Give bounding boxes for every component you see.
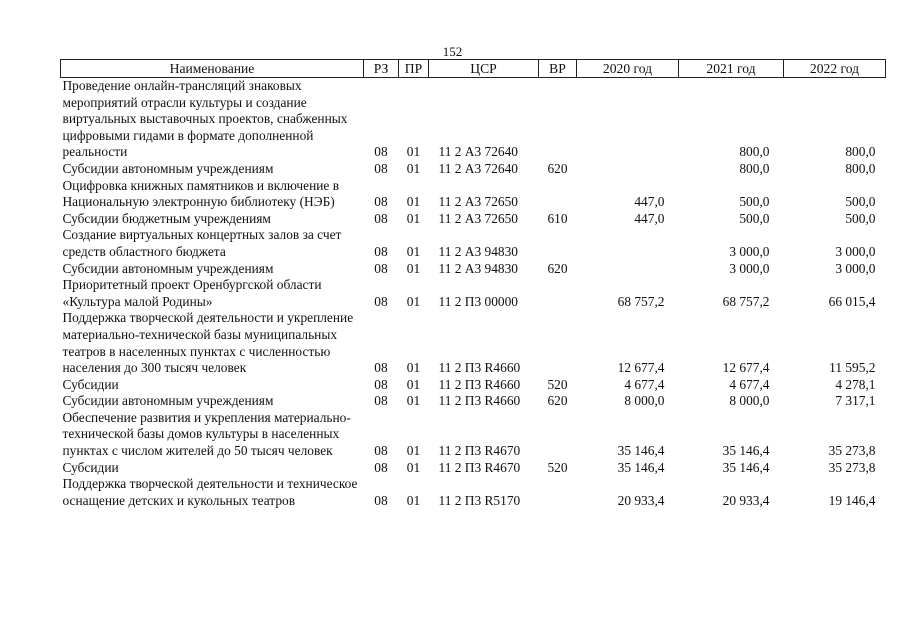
row-name: Поддержка творческой деятельности и укрепление материально-технической базы муниципальных театров в населенных пунктах с численностью населения до 300 тысяч человек: [62, 310, 354, 376]
row-2021: 35 146,4: [722, 443, 770, 459]
row-vr: [539, 410, 577, 460]
header-2022: 2022 год: [784, 60, 886, 78]
row-rz: 08: [374, 293, 388, 309]
row-csr: 11 2 А3 94830: [438, 260, 518, 276]
row-2021: 800,0: [739, 160, 770, 176]
table-body: [61, 78, 886, 510]
row-2020: 35 146,4: [617, 459, 665, 475]
table-row: [61, 178, 886, 211]
row-2021: 8 000,0: [729, 393, 770, 409]
table-row: [61, 310, 886, 376]
row-vr: 520: [547, 376, 568, 392]
row-2022: 800,0: [845, 144, 876, 160]
row-2020: [577, 161, 679, 178]
row-csr: 11 2 А3 72640: [438, 144, 518, 160]
row-csr: 11 2 П3 R4670: [438, 459, 521, 475]
table-row: [61, 393, 886, 410]
row-name: Поддержка творческой деятельности и техническое оснащение детских и кукольных театров: [62, 476, 358, 508]
budget-table: [60, 59, 886, 509]
row-2020: 4 677,4: [624, 376, 665, 392]
header-row: [61, 60, 886, 78]
row-2022: 500,0: [845, 210, 876, 226]
row-csr: 11 2 П3 R5170: [438, 492, 521, 508]
row-2021: 500,0: [739, 210, 770, 226]
row-2022: 3 000,0: [835, 260, 876, 276]
row-name: Обеспечение развития и укрепления материально-технической базы домов культуры в населенных пунктах с числом жителей до 50 тысяч человек: [62, 409, 351, 459]
row-vr: [539, 78, 577, 161]
row-name: Оцифровка книжных памятников и включение в Национальную электронную библиотеку (НЭБ): [62, 177, 340, 210]
row-2020: 35 146,4: [617, 443, 665, 459]
row-2021: 800,0: [739, 144, 770, 160]
row-name: Субсидии автономным учреждениям: [62, 160, 274, 176]
row-vr: 620: [547, 160, 568, 176]
table-row: [61, 261, 886, 278]
row-2021: 68 757,2: [722, 293, 770, 309]
header-2021: 2021 год: [679, 60, 784, 78]
row-rz: 08: [374, 210, 388, 226]
header-rz: РЗ: [364, 60, 399, 78]
row-pr: 01: [406, 210, 421, 226]
row-pr: 01: [406, 459, 421, 475]
row-vr: [539, 310, 577, 376]
row-2022: 19 146,4: [828, 492, 876, 508]
table-row: [61, 161, 886, 178]
row-2022: 66 015,4: [828, 293, 876, 309]
row-pr: 01: [406, 160, 421, 176]
row-vr: 620: [547, 393, 568, 409]
table-row: [61, 78, 886, 161]
row-2020: [577, 261, 679, 278]
table-row: [61, 377, 886, 394]
row-2020: 447,0: [634, 194, 665, 210]
row-vr: [539, 476, 577, 509]
header-vr: ВР: [539, 60, 577, 78]
row-csr: 11 2 П3 00000: [438, 293, 518, 309]
row-pr: 01: [406, 194, 421, 210]
row-vr: [539, 178, 577, 211]
row-rz: 08: [374, 360, 388, 376]
header-csr: ЦСР: [429, 60, 539, 78]
row-csr: 11 2 А3 94830: [438, 243, 518, 259]
header-2020: 2020 год: [577, 60, 679, 78]
row-2020: 68 757,2: [617, 293, 665, 309]
row-2022: 3 000,0: [835, 243, 876, 259]
row-2021: 500,0: [739, 194, 770, 210]
row-vr: 520: [547, 459, 568, 475]
row-rz: 08: [374, 144, 388, 160]
row-rz: 08: [374, 160, 388, 176]
row-2021: 35 146,4: [722, 459, 770, 475]
row-rz: 08: [374, 243, 388, 259]
row-2021: 3 000,0: [729, 260, 770, 276]
table-row: [61, 476, 886, 509]
row-2022: 35 273,8: [828, 443, 876, 459]
row-csr: 11 2 П3 R4660: [438, 360, 521, 376]
row-name: Субсидии: [62, 459, 119, 475]
row-pr: 01: [406, 443, 421, 459]
header-pr: ПР: [399, 60, 429, 78]
row-vr: [539, 227, 577, 260]
table-row: [61, 277, 886, 310]
table-row: [61, 460, 886, 477]
row-rz: 08: [374, 459, 388, 475]
row-rz: 08: [374, 260, 388, 276]
row-pr: 01: [406, 393, 421, 409]
row-name: Приоритетный проект Оренбургской области «Культура малой Родины»: [62, 277, 322, 309]
row-name: Субсидии бюджетным учреждениям: [62, 210, 271, 226]
row-pr: 01: [406, 243, 421, 259]
row-pr: 01: [406, 293, 421, 309]
row-csr: 11 2 А3 72650: [438, 210, 518, 226]
row-2020: 8 000,0: [624, 393, 665, 409]
page-number: 152: [442, 44, 463, 59]
row-name: Субсидии автономным учреждениям: [62, 260, 274, 276]
header-name: Наименование: [61, 60, 364, 78]
row-2020: [577, 227, 679, 260]
row-pr: 01: [406, 492, 421, 508]
row-csr: 11 2 П3 R4660: [438, 376, 521, 392]
row-vr: 610: [547, 210, 568, 226]
row-2020: 447,0: [634, 210, 665, 226]
row-2022: 7 317,1: [835, 393, 876, 409]
row-2020: 12 677,4: [617, 360, 665, 376]
row-rz: 08: [374, 492, 388, 508]
row-2022: 35 273,8: [828, 459, 876, 475]
row-csr: 11 2 А3 72650: [438, 194, 518, 210]
row-2022: 800,0: [845, 160, 876, 176]
row-name: Субсидии: [62, 376, 119, 392]
row-pr: 01: [406, 144, 421, 160]
row-2020: 20 933,4: [617, 492, 665, 508]
table-row: [61, 410, 886, 460]
row-csr: 11 2 П3 R4670: [438, 443, 521, 459]
row-name: Проведение онлайн-трансляций знаковых мероприятий отрасли культуры и создание виртуальных выставочных проектов, снабженных цифровыми гидами в формате дополненной реальности: [62, 78, 348, 160]
row-vr: [539, 277, 577, 310]
row-rz: 08: [374, 443, 388, 459]
row-2021: 12 677,4: [722, 360, 770, 376]
row-2021: 20 933,4: [722, 492, 770, 508]
row-csr: 11 2 А3 72640: [438, 160, 518, 176]
table-header: [61, 60, 886, 78]
table-row: [61, 227, 886, 260]
row-pr: 01: [406, 376, 421, 392]
row-vr: 620: [547, 260, 568, 276]
row-rz: 08: [374, 194, 388, 210]
row-2022: 4 278,1: [835, 376, 876, 392]
row-pr: 01: [406, 260, 421, 276]
row-rz: 08: [374, 393, 388, 409]
table-row: [61, 211, 886, 228]
row-name: Создание виртуальных концертных залов за счет средств областного бюджета: [62, 227, 342, 259]
row-2020: [577, 78, 679, 161]
row-pr: 01: [406, 360, 421, 376]
row-2021: 4 677,4: [729, 376, 770, 392]
row-2021: 3 000,0: [729, 243, 770, 259]
row-rz: 08: [374, 376, 388, 392]
row-2022: 500,0: [845, 194, 876, 210]
row-csr: 11 2 П3 R4660: [438, 393, 521, 409]
row-name: Субсидии автономным учреждениям: [62, 393, 274, 409]
row-2022: 11 595,2: [829, 360, 876, 376]
